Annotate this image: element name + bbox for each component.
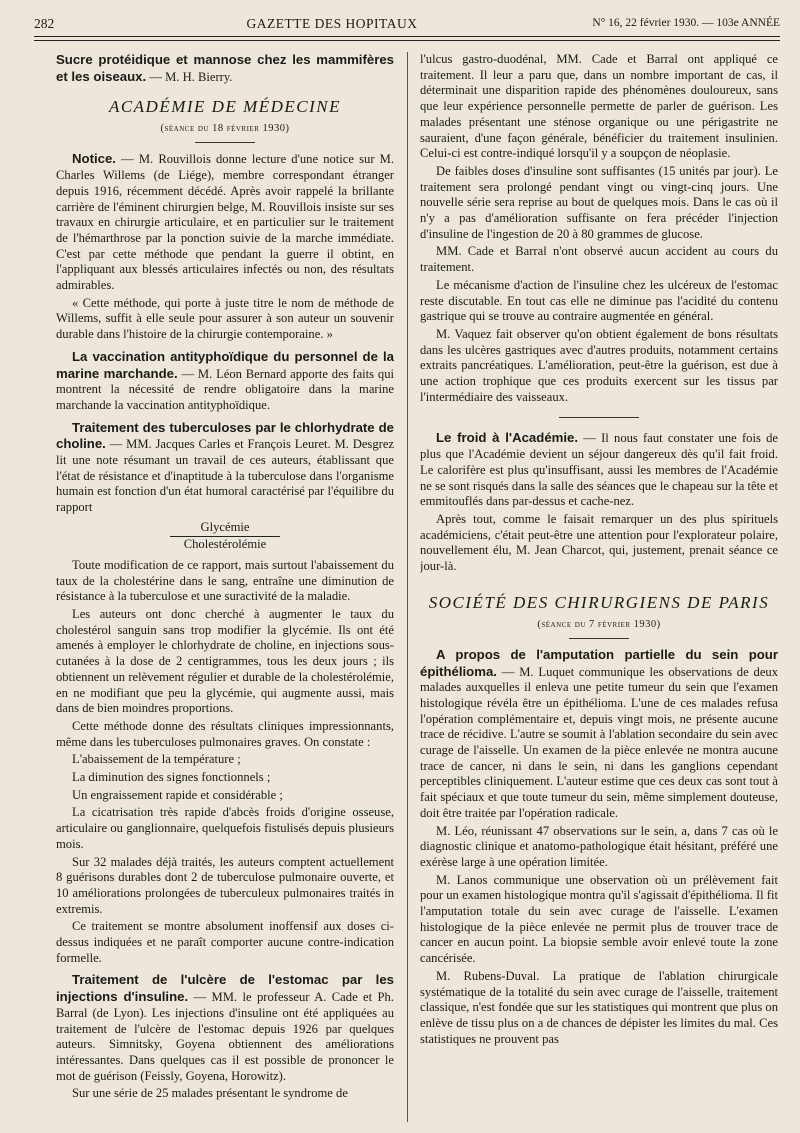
vaccination-heading: La vaccination antityphoïdique du personnel de la marine marchande. [56,348,394,381]
notice-heading: Notice. [72,151,116,167]
ulcere-text: — MM. le professeur A. Cade et Ph. Barral (de Lyon). Les injections d'insuline ont été appliquées au traitement de l'ulcère de l'estomac depuis 1926 par quelques auteurs. Simnitsky, Goyena obtiennent des améliorations intéressantes. Dans quelques cas il est possible de prononcer le mot de guérison (Feissly, Goyena, Horowitz). [56,990,394,1083]
section-date-societe: (séance du 7 février 1930) [537,618,661,630]
tuberculose-p5: Sur 32 malades déjà traités, les auteurs comptent actuellement 8 guérisons durables dont 2 de tuberculose pulmonaire ouverte, et 10 améliorations prolongées de tuberculeux pulmonaires traités in extremis. [56,854,394,916]
tuberculose-p6: Ce traitement se montre absolument inoffensif aux doses ci-dessus indiquées et ne paraît comporter aucune contre-indication formelle. [56,919,394,965]
lanos-paragraph: M. Lanos communique une observation où un prélèvement fait pour un examen histologique montra qu'il s'agissait d'épithélioma. Il fit l'amputation totale du sein avec curage de l'aisselle. L'examen histologique de la pièce enlevée ne permit plus de trouver trace de cancer en aucun point. La biopsie semble avoir enlevé toute la zone cancérisée. [420,872,778,966]
amputation-paragraph [420,647,778,822]
intro-author: — M. H. Bierry. [149,69,233,84]
section-title-academie: ACADÉMIE DE MÉDECINE [108,97,342,117]
column-divider [407,52,408,1122]
ulcere-doses: De faibles doses d'insuline sont suffisantes (15 unités par jour). Le traitement sera prolongé pendant vingt ou vingt-cinq jours. Une nouvelle série sera reprise au bout de quelques mois. Dans le cas où il n'y a pas d'amélioration suffisante on fera précéder l'injection d'insuline de l'ingestion de 20 à 80 grammes de glucose. [420,163,778,241]
amputation-heading: A propos de l'amputation partielle du sein pour épithélioma. [420,646,778,679]
tuberculose-p3: Les auteurs ont donc cherché à augmenter le taux du cholestérol sanguin sans trop modifier la glycémie. Ils ont été amenés à employer le chlorhydrate de choline, en injections sous-cutanées à la dose de 2 centigrammes, tous les deux jours ; ils obtiennent un relèvement régulier et durable de la cholestérolémie, en ne modifiant que peu la glycémie, qui augmente aussi, mais dans de bien moindres proportions. [56,606,394,716]
tuberculose-paragraph [56,420,394,516]
intro-heading: Sucre protéidique et mannose chez les mammifères et les oiseaux. [56,52,394,84]
header-rule-double [34,40,780,41]
leo-paragraph: M. Léo, réunissant 47 observations sur le sein, a, dans 7 cas où le diagnostic clinique et anatomo-pathologique était hésitant, préféré une exérèse large à une opération limitée. [420,823,778,869]
tuberculose-text: — MM. Jacques Carles et François Leuret. M. Desgrez lit une note résumant un travail de ces auteurs, établissant que l'état de résistance et d'inaptitude à la tuberculose dans l'organisme humain est fonction d'un état humoral caractérisé par l'équilibre du rapport [56,437,394,515]
amputation-text: — M. Luquet communique les observations de deux malades auxquelles il enleva une petite tumeur du sein que l'examen histologique révéla être un épithélioma. L'une de ces malades refusa l'opération complémentaire et, depuis vingt mois, ne présente aucune trace de récidive. L'autre se soumit à l'ablation secondaire du sein avec curage de l'aisselle. Un examen de la pièce enlevée ne montra aucune trace de cancer, ni dans le sein, ni dans les ganglions cependant perceptibles cliniquement. L'auteur estime que ces deux cas sont tout à fait spéciaux et que toute tumeur du sein, même simplement douteuse, doit être traitée par l'opération radicale. [420,664,778,820]
right-column [420,52,778,1122]
vaccination-paragraph [56,349,394,414]
vaquez-paragraph: M. Vaquez fait observer qu'on obtient également de bons résultats dans les ulcères gastriques avec d'autres produits, notamment certains extraits pancréatiques. L'amélioration, peut-être la guérison, est due à une action trophique que ces produits exercent sur les tissus par l'intermédiaire des vaisseaux. [420,326,778,404]
vaccination-text: — M. Léon Bernard apporte des faits qui montrent la nécessité de rendre obligatoire dans la marine marchande la vaccination antityphoïdique. [56,366,394,412]
tuberculose-heading: Traitement des tuberculoses par le chlorhydrate de choline. [56,419,394,452]
list-item: Un engraissement rapide et considérable ; [72,787,283,802]
page-number: 282 [34,16,55,31]
section-rule [195,142,255,143]
fraction-numerator: Glycémie [170,520,280,537]
left-column [56,52,394,1122]
notice-paragraph [56,151,394,293]
tuberculose-p2: Toute modification de ce rapport, mais surtout l'abaissement du taux de la cholestérine dans le sang, entraîne une diminution de résistance à la tuberculose et une suractivité de la maladie. [56,557,394,604]
section-rule [569,638,629,639]
ulcere-accidents: MM. Cade et Barral n'ont observé aucun accident au cours du traitement. [420,244,778,275]
ratio-fraction [56,520,394,552]
journal-title: GAZETTE DES HOPITAUX [246,16,418,31]
header-rule [34,36,780,37]
froid-paragraph [420,430,778,510]
list-item: La diminution des signes fonctionnels ; [72,770,271,785]
notice-text: — M. Rouvillois donne lecture d'une notice sur M. Charles Willems (de Liége), membre correspondant étranger depuis 1916, récemment décédé. Après avoir rappelé la brillante carrière de l'éminent chirurgien belge, M. Rouvillois insiste sur ses travaux en chirurgie articulaire, et en particulier sur le traitement de l'hémarthrose par la ponction suivie de la marche immédiate. C'est par cette méthode que pendant la guerre il obtint, en l'appliquant aux blessés articulaires infectés ou non, des résultats admirables. [56,152,394,293]
results-list [56,752,394,852]
froid-p2: Après tout, comme le faisait remarquer un des plus spirituels académiciens, c'était peut-être une attention pour l'explorateur polaire, nouvellement élu, M. Jean Charcot, qui, justement, prenait séance ce jour-là. [420,511,778,574]
ulcere-continued: l'ulcus gastro-duodénal, MM. Cade et Barral ont appliqué ce traitement. Il leur a paru que, dans un nombre important de cas, il déterminait une disparition rapide des phénomènes douloureux, sans que leur expérience personnelle permette de parler de guérison. Les malades présentant une sténose organique ou une périgastrite ne sauraient, d'une façon générale, bénéficier du traitement insulinien. Celui-ci est contre-indiqué lorsqu'il y a soupçon de néoplasie. [420,52,778,161]
notice-quote: « Cette méthode, qui porte à juste titre le nom de méthode de Willems, suffit à elle seule pour assurer à son auteur un souvenir durable dans l'histoire de la chirurgie contemporaine. » [56,295,394,342]
list-item: La cicatrisation très rapide d'abcès froids d'origine osseuse, articulaire ou ganglionnaire, quelquefois fistulisés depuis plusieurs mois. [56,805,394,851]
page-header [34,14,780,36]
ulcere-p2: Sur une série de 25 malades présentant le syndrome de [72,1086,348,1101]
intro-paragraph [56,52,394,85]
froid-heading: Le froid à l'Académie. [436,430,579,446]
separator-rule [559,417,639,418]
issue-info: N° 16, 22 février 1930. — 103e ANNÉE [592,17,780,29]
tuberculose-p4: Cette méthode donne des résultats cliniques impressionnants, même dans les tuberculoses pulmonaires graves. On constate : [56,718,394,749]
ulcere-heading: Traitement de l'ulcère de l'estomac par les injections d'insuline. [56,972,394,1005]
ulcere-mecanisme: Le mécanisme d'action de l'insuline chez les ulcéreux de l'estomac reste discutable. En tout cas elle ne diminue pas l'acidité du contenu gastrique qui se trouve au contraire augmentée en général. [420,277,778,324]
ulcere-paragraph [56,972,394,1084]
section-title-societe: SOCIÉTÉ DES CHIRURGIENS DE PARIS [428,592,770,612]
froid-text: — Il nous faut constater une fois de plus que l'Académie devient un séjour dangereux dès qu'il fait froid. Le calorifère est plus qu'insuffisant, aussi les membres de l'Académie ne se sont risqués dans la salle des séances que le chapeau sur la tête et emmitouflés dans par-dessus et cache-nez. [420,431,778,509]
rubens-duval-paragraph: M. Rubens-Duval. La pratique de l'ablation chirurgicale systématique de la totalité du sein avec curage de l'aisselle, traitement classique, n'est fondée que sur les statistiques qui montrent que plus on enlève de tissu plus on a de chances de dépister les limites du mal. Ces statistiques ne prouvent pas [420,968,778,1046]
section-date-academie: (séance du 18 février 1930) [160,123,290,135]
list-item: L'abaissement de la température ; [72,752,241,767]
fraction-denominator: Cholestérolémie [183,536,267,551]
